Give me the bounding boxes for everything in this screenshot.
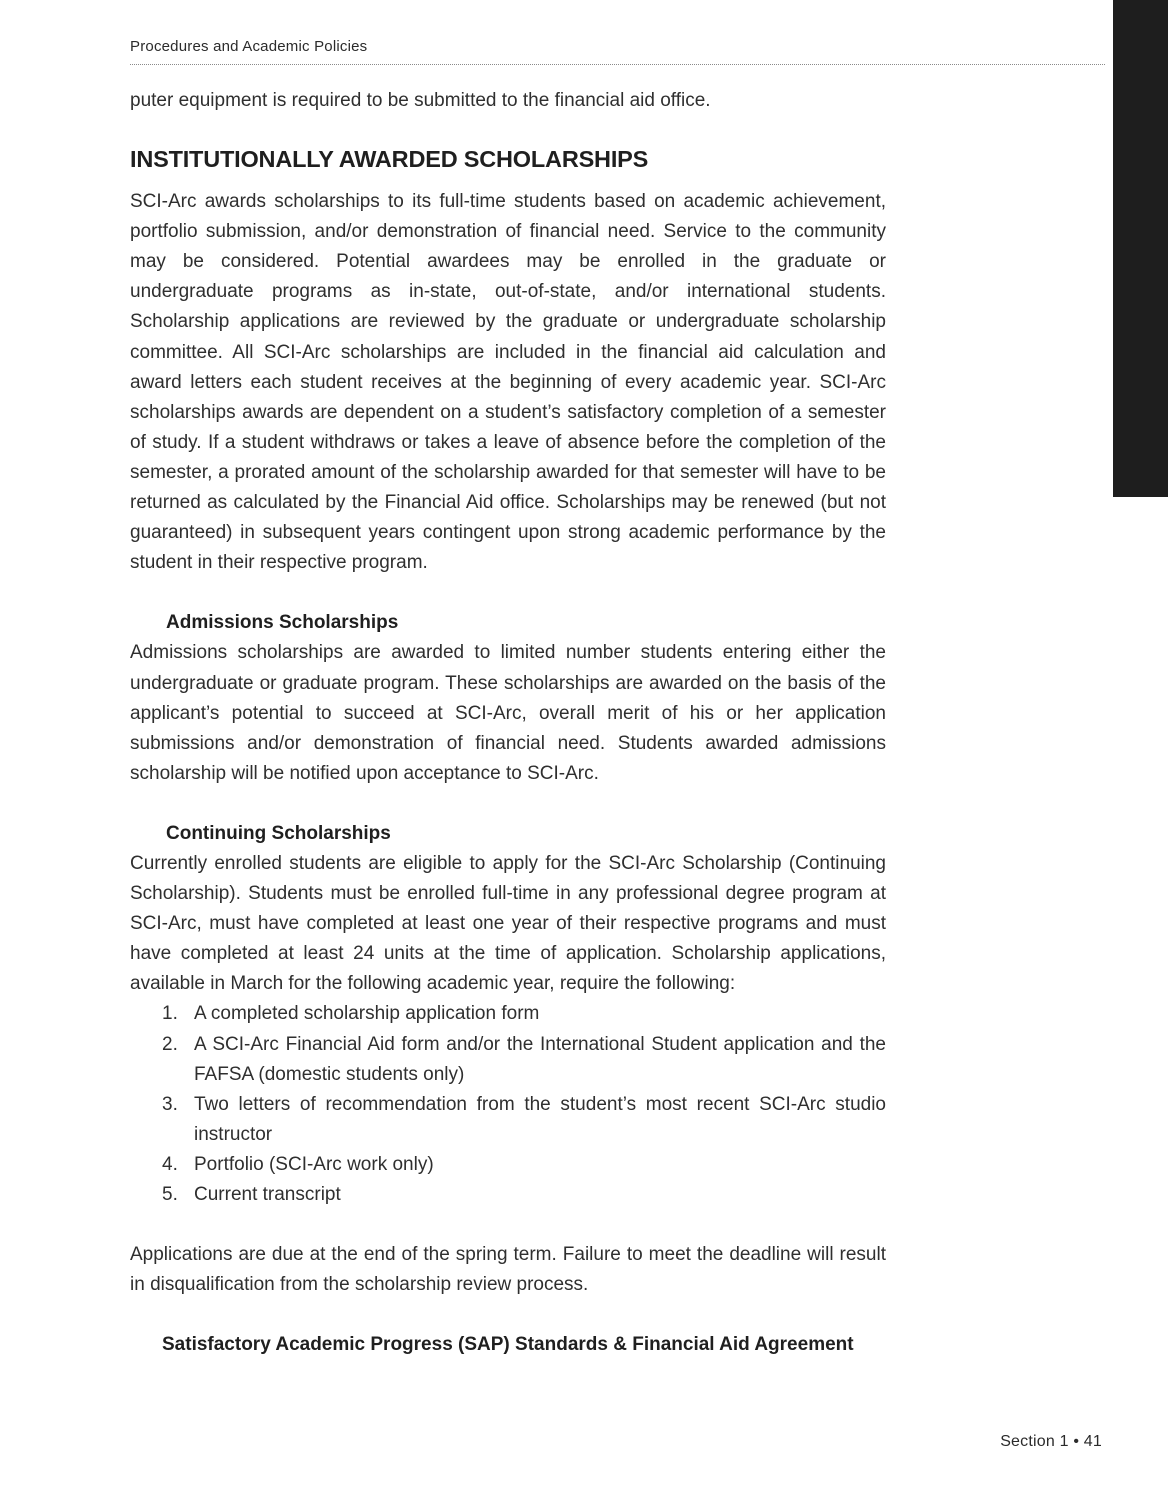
list-item-text: Current transcript xyxy=(194,1184,341,1205)
section-body-paragraph: SCI-Arc awards scholarships to its full-time students based on academic achievement, portfolio submission, and/or demonstration of financial need. Service to the community may be considered. Potential awardees may be enrolled in the graduate or undergraduate programs as in-state, out-of-state, and/or international students. Scholarship applications are reviewed by the graduate or undergraduate scholarship committee. All SCI-Arc scholarships are included in the financial aid calculation and award letters each student receives at the beginning of every academic year. SCI-Arc scholarships awards are dependent on a student’s satisfactory completion of a semester of study. If a student withdraws or takes a leave of absence before the completion of the semester, a prorated amount of the scholarship awarded for that semester will have to be returned as calculated by the Financial Aid office. Scholarships may be renewed (but not guaranteed) in subsequent years contingent upon strong academic performance by the student in their respective program. xyxy=(130,191,886,574)
list-item-number: 4. xyxy=(162,1153,178,1175)
spacer xyxy=(130,578,886,608)
list-item xyxy=(130,1030,886,1090)
list-item-text: A SCI-Arc Financial Aid form and/or the International Student application and the FAFSA (domestic students only) xyxy=(194,1033,886,1085)
deadline-paragraph: Applications are due at the end of the spring term. Failure to meet the deadline will result in disqualification from the scholarship review process. xyxy=(130,1244,886,1296)
admissions-body-paragraph: Admissions scholarships are awarded to limited number students entering either the undergraduate or graduate program. These scholarships are awarded on the basis of the applicant’s potential to succeed at SCI-Arc, overall merit of his or her application submissions and/or demonstration of financial need. Students awarded admissions scholarship will be notified upon acceptance to SCI-Arc. xyxy=(130,642,886,784)
section-heading: INSTITUTIONALLY AWARDED SCHOLARSHIPS xyxy=(130,146,649,173)
list-item-text: Two letters of recommendation from the student’s most recent SCI-Arc studio instructor xyxy=(194,1093,886,1145)
list-item-number: 3. xyxy=(162,1093,178,1115)
spacer xyxy=(130,1300,886,1330)
section-edge-tab xyxy=(1113,0,1168,497)
header-divider xyxy=(130,64,1105,65)
requirements-list xyxy=(130,999,886,1210)
list-item xyxy=(130,1150,886,1180)
list-item xyxy=(130,1090,886,1150)
list-item-text: Portfolio (SCI-Arc work only) xyxy=(194,1153,434,1175)
intro-fragment: puter equipment is required to be submitted to the financial aid office. xyxy=(130,90,711,111)
continuing-body-paragraph: Currently enrolled students are eligible to apply for the SCI-Arc Scholarship (Continuing Scholarship). Students must be enrolled full-time in any professional degree program at SCI-Arc, must have completed at least one year of their respective programs and must have completed at least 24 units at the time of application. Scholarship applications, available in March for the following academic year, require the following: xyxy=(130,852,886,995)
list-item-number: 1. xyxy=(162,1003,178,1025)
continuing-heading: Continuing Scholarships xyxy=(166,822,391,844)
page-body xyxy=(130,86,886,1360)
list-item xyxy=(130,1180,886,1210)
list-item-text: A completed scholarship application form xyxy=(194,1003,540,1025)
list-item xyxy=(130,999,886,1029)
list-item-number: 5. xyxy=(162,1184,178,1205)
spacer xyxy=(130,789,886,819)
sap-heading: Satisfactory Academic Progress (SAP) Standards & Financial Aid Agreement xyxy=(162,1334,854,1356)
list-item-number: 2. xyxy=(162,1033,178,1055)
page-footer: Section 1 • 41 xyxy=(1000,1433,1102,1450)
running-header: Procedures and Academic Policies xyxy=(130,38,368,55)
spacer xyxy=(130,1210,886,1240)
admissions-heading: Admissions Scholarships xyxy=(166,612,399,634)
